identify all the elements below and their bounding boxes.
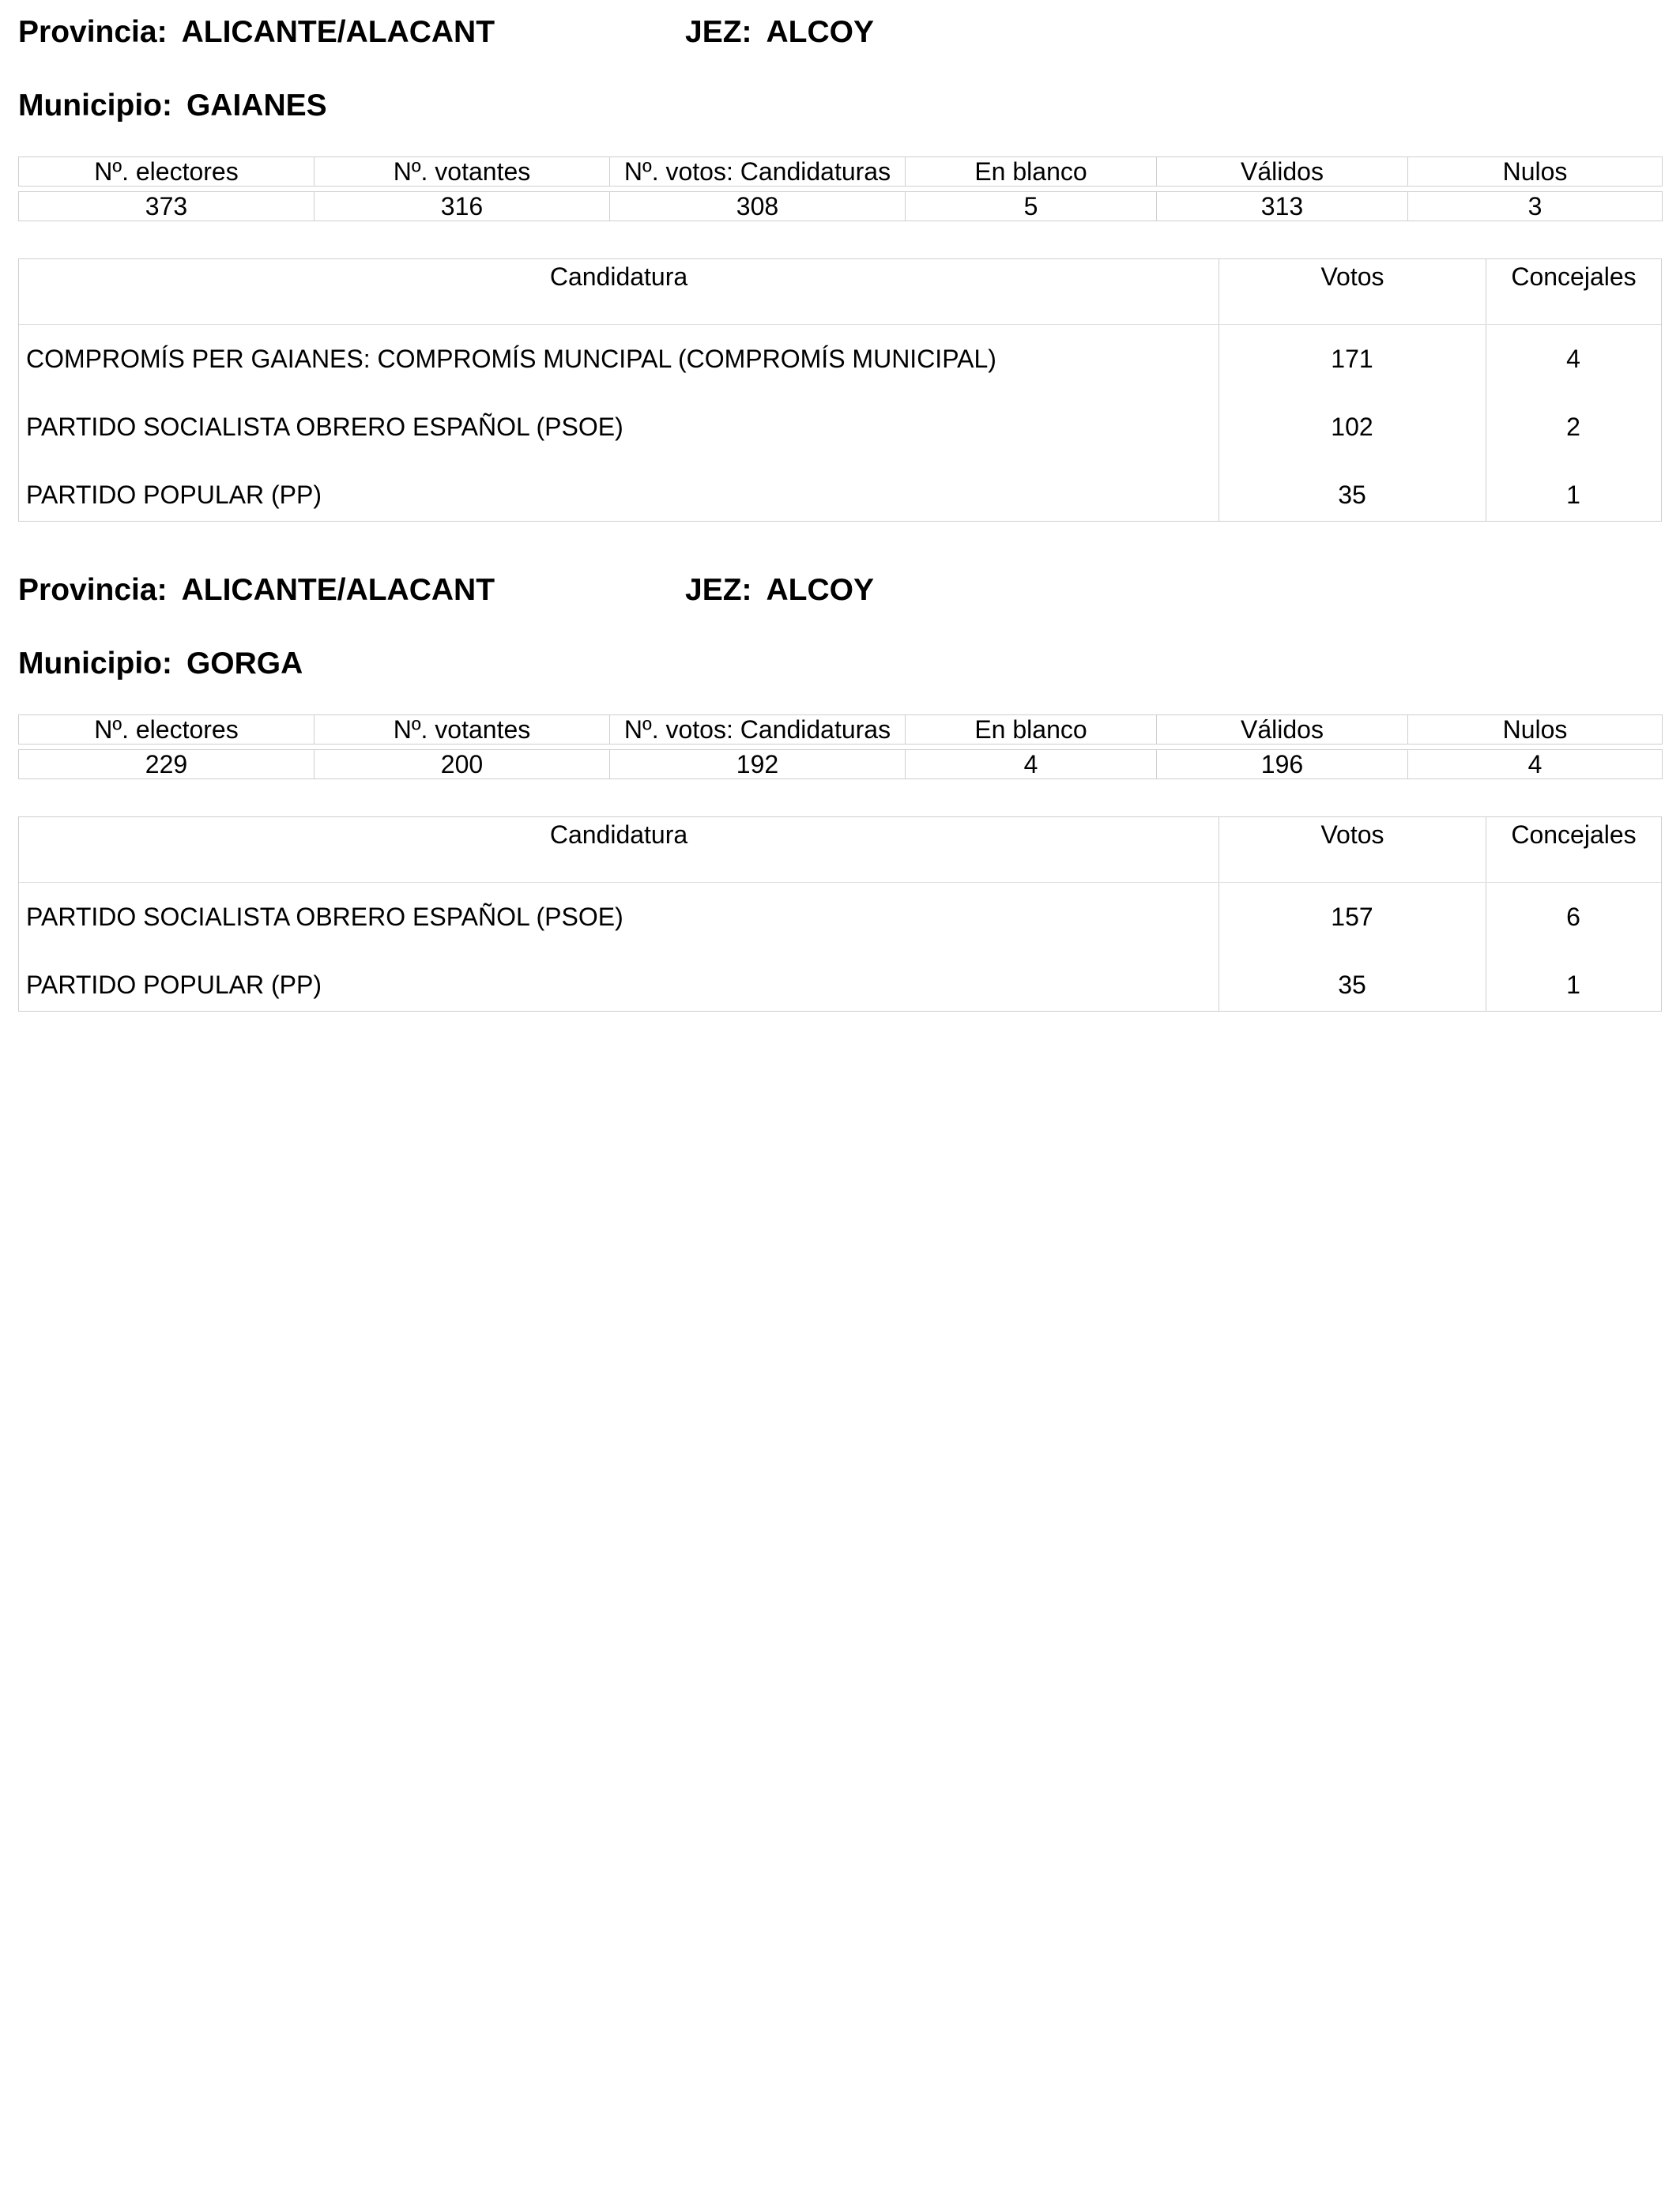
summary-header-cell: Nulos	[1408, 715, 1663, 745]
candidature-votes: 35	[1338, 971, 1366, 999]
candidatures-body	[19, 883, 1661, 1011]
summary-value-cell: 200	[315, 750, 610, 779]
provincia-line	[18, 14, 495, 51]
summary-header-cell: En blanco	[906, 157, 1157, 187]
candidature-seats: 1	[1566, 481, 1580, 509]
provincia-value: ALICANTE/ALACANT	[181, 15, 495, 49]
jez-label: JEZ:	[685, 15, 752, 49]
jez-label: JEZ:	[685, 573, 752, 607]
summary-gap-row	[19, 187, 1663, 192]
summary-table	[18, 156, 1663, 221]
municipio-line	[18, 88, 327, 124]
summary-value-cell: 192	[610, 750, 906, 779]
candidatures-table	[18, 816, 1662, 1012]
summary-table	[18, 714, 1663, 779]
concejales-header: Concejales	[1486, 259, 1661, 324]
summary-value-cell: 5	[906, 192, 1157, 221]
summary-header-row	[19, 715, 1663, 745]
summary-header-row	[19, 157, 1663, 187]
summary-header-cell: Válidos	[1157, 157, 1408, 187]
municipio-value: GORGA	[186, 647, 303, 680]
candidature-votes: 157	[1331, 903, 1373, 931]
candidatures-header-row	[19, 259, 1661, 325]
jez-line	[685, 572, 874, 609]
candidatura-header: Candidatura	[549, 820, 688, 849]
summary-header-cell: Válidos	[1157, 715, 1408, 745]
summary-value-cell: 313	[1157, 192, 1408, 221]
summary-header-cell: En blanco	[906, 715, 1157, 745]
summary-header-cell: Nulos	[1408, 157, 1663, 187]
provincia-label: Provincia:	[18, 15, 168, 49]
summary-header-cell: Nº. votos: Candidaturas	[610, 715, 906, 745]
summary-value-cell: 196	[1157, 750, 1408, 779]
summary-value-row	[19, 192, 1663, 221]
candidature-seats: 2	[1566, 413, 1580, 441]
summary-value-cell: 229	[19, 750, 315, 779]
candidature-name: COMPROMÍS PER GAIANES: COMPROMÍS MUNCIPAL (COMPROMÍS MUNICIPAL)	[26, 345, 996, 373]
candidature-row	[19, 951, 1661, 1011]
concejales-header: Concejales	[1486, 817, 1661, 882]
summary-value-cell: 316	[315, 192, 610, 221]
summary-value-cell: 4	[1408, 750, 1663, 779]
summary-value-row	[19, 750, 1663, 779]
summary-header-cell: Nº. votantes	[315, 715, 610, 745]
jez-line	[685, 14, 874, 51]
summary-header-cell: Nº. votos: Candidaturas	[610, 157, 906, 187]
provincia-label: Provincia:	[18, 573, 168, 607]
candidature-name: PARTIDO POPULAR (PP)	[26, 481, 322, 509]
municipio-line	[18, 646, 303, 682]
candidature-row	[19, 393, 1661, 461]
jez-value: ALCOY	[766, 15, 875, 49]
candidature-seats: 1	[1566, 971, 1580, 999]
summary-header-cell: Nº. electores	[19, 157, 315, 187]
summary-value-cell: 308	[610, 192, 906, 221]
jez-value: ALCOY	[766, 573, 875, 607]
votos-header: Votos	[1219, 259, 1486, 324]
candidature-seats: 6	[1566, 903, 1580, 931]
summary-gap-row	[19, 745, 1663, 750]
municipio-label: Municipio:	[18, 89, 172, 123]
provincia-line	[18, 572, 495, 609]
summary-value-cell: 373	[19, 192, 315, 221]
summary-value-cell: 3	[1408, 192, 1663, 221]
summary-header-cell: Nº. votantes	[315, 157, 610, 187]
candidature-row	[19, 883, 1661, 951]
candidatures-table	[18, 258, 1662, 522]
candidature-row	[19, 461, 1661, 521]
candidatures-header-row	[19, 817, 1661, 883]
candidature-votes: 35	[1338, 481, 1366, 509]
municipio-value: GAIANES	[186, 89, 327, 123]
candidature-row	[19, 325, 1661, 393]
votos-header: Votos	[1219, 817, 1486, 882]
summary-value-cell: 4	[906, 750, 1157, 779]
candidature-votes: 171	[1331, 345, 1373, 373]
candidatura-header: Candidatura	[549, 262, 688, 291]
candidature-name: PARTIDO POPULAR (PP)	[26, 971, 322, 999]
candidature-name: PARTIDO SOCIALISTA OBRERO ESPAÑOL (PSOE)	[26, 413, 623, 441]
summary-header-cell: Nº. electores	[19, 715, 315, 745]
candidature-seats: 4	[1566, 345, 1580, 373]
candidatures-body	[19, 325, 1661, 521]
provincia-value: ALICANTE/ALACANT	[181, 573, 495, 607]
municipio-label: Municipio:	[18, 647, 172, 680]
candidature-name: PARTIDO SOCIALISTA OBRERO ESPAÑOL (PSOE)	[26, 903, 623, 931]
candidature-votes: 102	[1331, 413, 1373, 441]
